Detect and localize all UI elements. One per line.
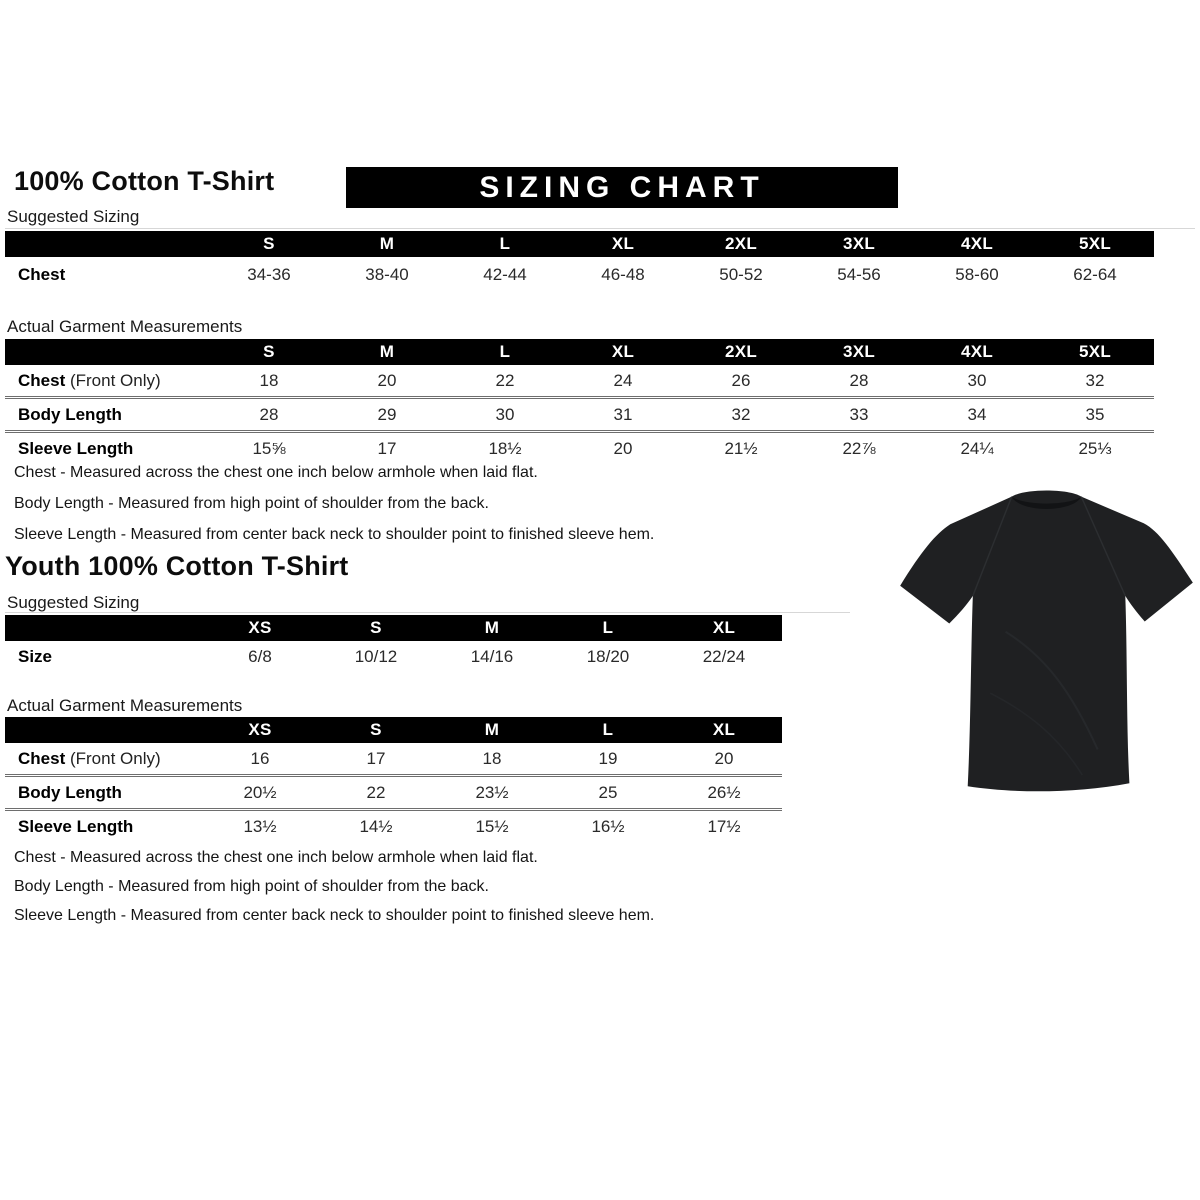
row-label: Body Length [5,398,210,432]
table-cell: 20 [714,748,734,768]
row-label: Sleeve Length [5,810,202,843]
table-row-chest [5,257,1154,292]
column-header: S [210,231,328,257]
table-cell: 33 [800,398,918,432]
table-cell: 54-56 [837,264,881,284]
table-cell: 17 [328,432,446,465]
note-body-length: Body Length - Measured from high point of shoulder from the back. [14,495,489,512]
table-row-sleeve-length [5,810,782,843]
adult-actual-measurements-table [5,339,1154,464]
table-cell: 24 [613,370,633,390]
youth-suggested-header-row [5,615,782,641]
table-cell: 21½ [682,432,800,465]
youth-actual-header-row [5,717,782,743]
table-cell: 50-52 [719,264,763,284]
table-cell: 34-36 [247,264,291,284]
column-header: 3XL [800,231,918,257]
youth-actual-measurements-table [5,717,782,842]
table-cell: 25 [550,776,666,810]
table-row-body-length [5,398,1154,432]
table-cell: 26½ [666,776,782,810]
empty-header-cell [5,615,202,641]
note-sleeve-length: Sleeve Length - Measured from center back neck to shoulder point to finished sleeve hem. [14,526,655,543]
adult-suggested-header-row [5,231,1154,257]
table-cell: 20 [564,432,682,465]
table-cell: 17 [366,748,386,768]
column-header: L [446,231,564,257]
column-header: XL [666,615,782,641]
table-cell: 22 [318,776,434,810]
table-cell: 22/24 [702,647,746,666]
table-cell: 15½ [434,810,550,843]
tshirt-photo [893,478,1200,808]
column-header: L [446,339,564,365]
table-cell: 16 [250,748,270,768]
empty-header-cell [5,339,210,365]
column-header: 5XL [1036,231,1154,257]
column-header: 2XL [682,231,800,257]
column-header: 5XL [1036,339,1154,365]
table-cell: 6/8 [248,647,272,666]
column-header: M [434,717,550,743]
column-header: XL [564,339,682,365]
row-label: Body Length [5,776,202,810]
table-cell: 32 [682,398,800,432]
table-cell: 13½ [202,810,318,843]
column-header: L [550,615,666,641]
adult-measurement-notes [14,457,654,550]
tshirt-silhouette [900,491,1193,792]
divider [5,228,1195,229]
table-cell: 28 [210,398,328,432]
table-cell: 14½ [318,810,434,843]
row-label: Sleeve Length [5,432,210,465]
note-chest: Chest - Measured across the chest one inch below armhole when laid flat. [14,849,538,866]
table-cell: 62-64 [1073,264,1117,284]
youth-title: Youth 100% Cotton T-Shirt [5,551,349,581]
table-cell: 18½ [446,432,564,465]
table-row-chest-front-only [5,365,1154,398]
column-header: 4XL [918,231,1036,257]
table-cell: 25⅓ [1036,432,1154,465]
divider [5,612,850,613]
column-header: M [434,615,550,641]
table-cell: 20½ [202,776,318,810]
table-row-body-length [5,776,782,810]
adult-title: 100% Cotton T-Shirt [14,166,275,196]
table-cell: 22⅞ [800,432,918,465]
table-cell: 17½ [666,810,782,843]
table-cell: 58-60 [955,264,999,284]
table-cell: 34 [918,398,1036,432]
column-header: M [328,339,446,365]
table-cell: 18 [259,370,279,390]
table-cell: 16½ [550,810,666,843]
table-cell: 46-48 [601,264,645,284]
table-cell: 31 [564,398,682,432]
table-cell: 38-40 [365,264,409,284]
sizing-chart-banner [346,167,898,208]
sizing-chart-banner-label: SIZING CHART [479,171,765,204]
table-cell: 19 [598,748,618,768]
tshirt-image [893,478,1200,808]
adult-suggested-sizing-table [5,231,1154,292]
note-sleeve-length: Sleeve Length - Measured from center back neck to shoulder point to finished sleeve hem. [14,907,655,924]
table-row-chest-front-only [5,743,782,776]
youth-actual-measurements-label: Actual Garment Measurements [7,696,243,715]
row-label: Chest (Front Only) [18,748,161,768]
table-row-size [5,641,782,673]
youth-measurement-notes [14,843,654,930]
table-cell: 30 [446,398,564,432]
column-header: S [318,717,434,743]
table-cell: 29 [328,398,446,432]
table-cell: 35 [1036,398,1154,432]
row-label: Chest (Front Only) [18,370,161,390]
row-label: Chest [18,264,66,284]
table-cell: 24¼ [918,432,1036,465]
column-header: S [318,615,434,641]
table-cell: 42-44 [483,264,527,284]
table-cell: 20 [377,370,397,390]
column-header: 2XL [682,339,800,365]
table-cell: 14/16 [470,647,514,666]
column-header: L [550,717,666,743]
empty-header-cell [5,231,210,257]
table-cell: 30 [967,370,987,390]
adult-suggested-sizing-label: Suggested Sizing [7,207,140,226]
column-header: XL [564,231,682,257]
row-label: Size [18,647,53,666]
table-cell: 32 [1085,370,1105,390]
table-cell: 23½ [434,776,550,810]
table-cell: 15⅝ [210,432,328,465]
note-body-length: Body Length - Measured from high point of shoulder from the back. [14,878,489,895]
column-header: 3XL [800,339,918,365]
table-cell: 28 [849,370,869,390]
table-cell: 10/12 [354,647,398,666]
column-header: XS [202,615,318,641]
table-cell: 18/20 [586,647,630,666]
youth-suggested-sizing-table [5,615,782,673]
note-chest: Chest - Measured across the chest one inch below armhole when laid flat. [14,464,538,481]
table-cell: 22 [495,370,515,390]
column-header: XL [666,717,782,743]
adult-actual-measurements-label: Actual Garment Measurements [7,317,243,336]
empty-header-cell [5,717,202,743]
adult-actual-header-row [5,339,1154,365]
column-header: M [328,231,446,257]
column-header: 4XL [918,339,1036,365]
youth-suggested-sizing-label: Suggested Sizing [7,593,140,612]
column-header: XS [202,717,318,743]
table-cell: 18 [482,748,502,768]
column-header: S [210,339,328,365]
table-cell: 26 [731,370,751,390]
